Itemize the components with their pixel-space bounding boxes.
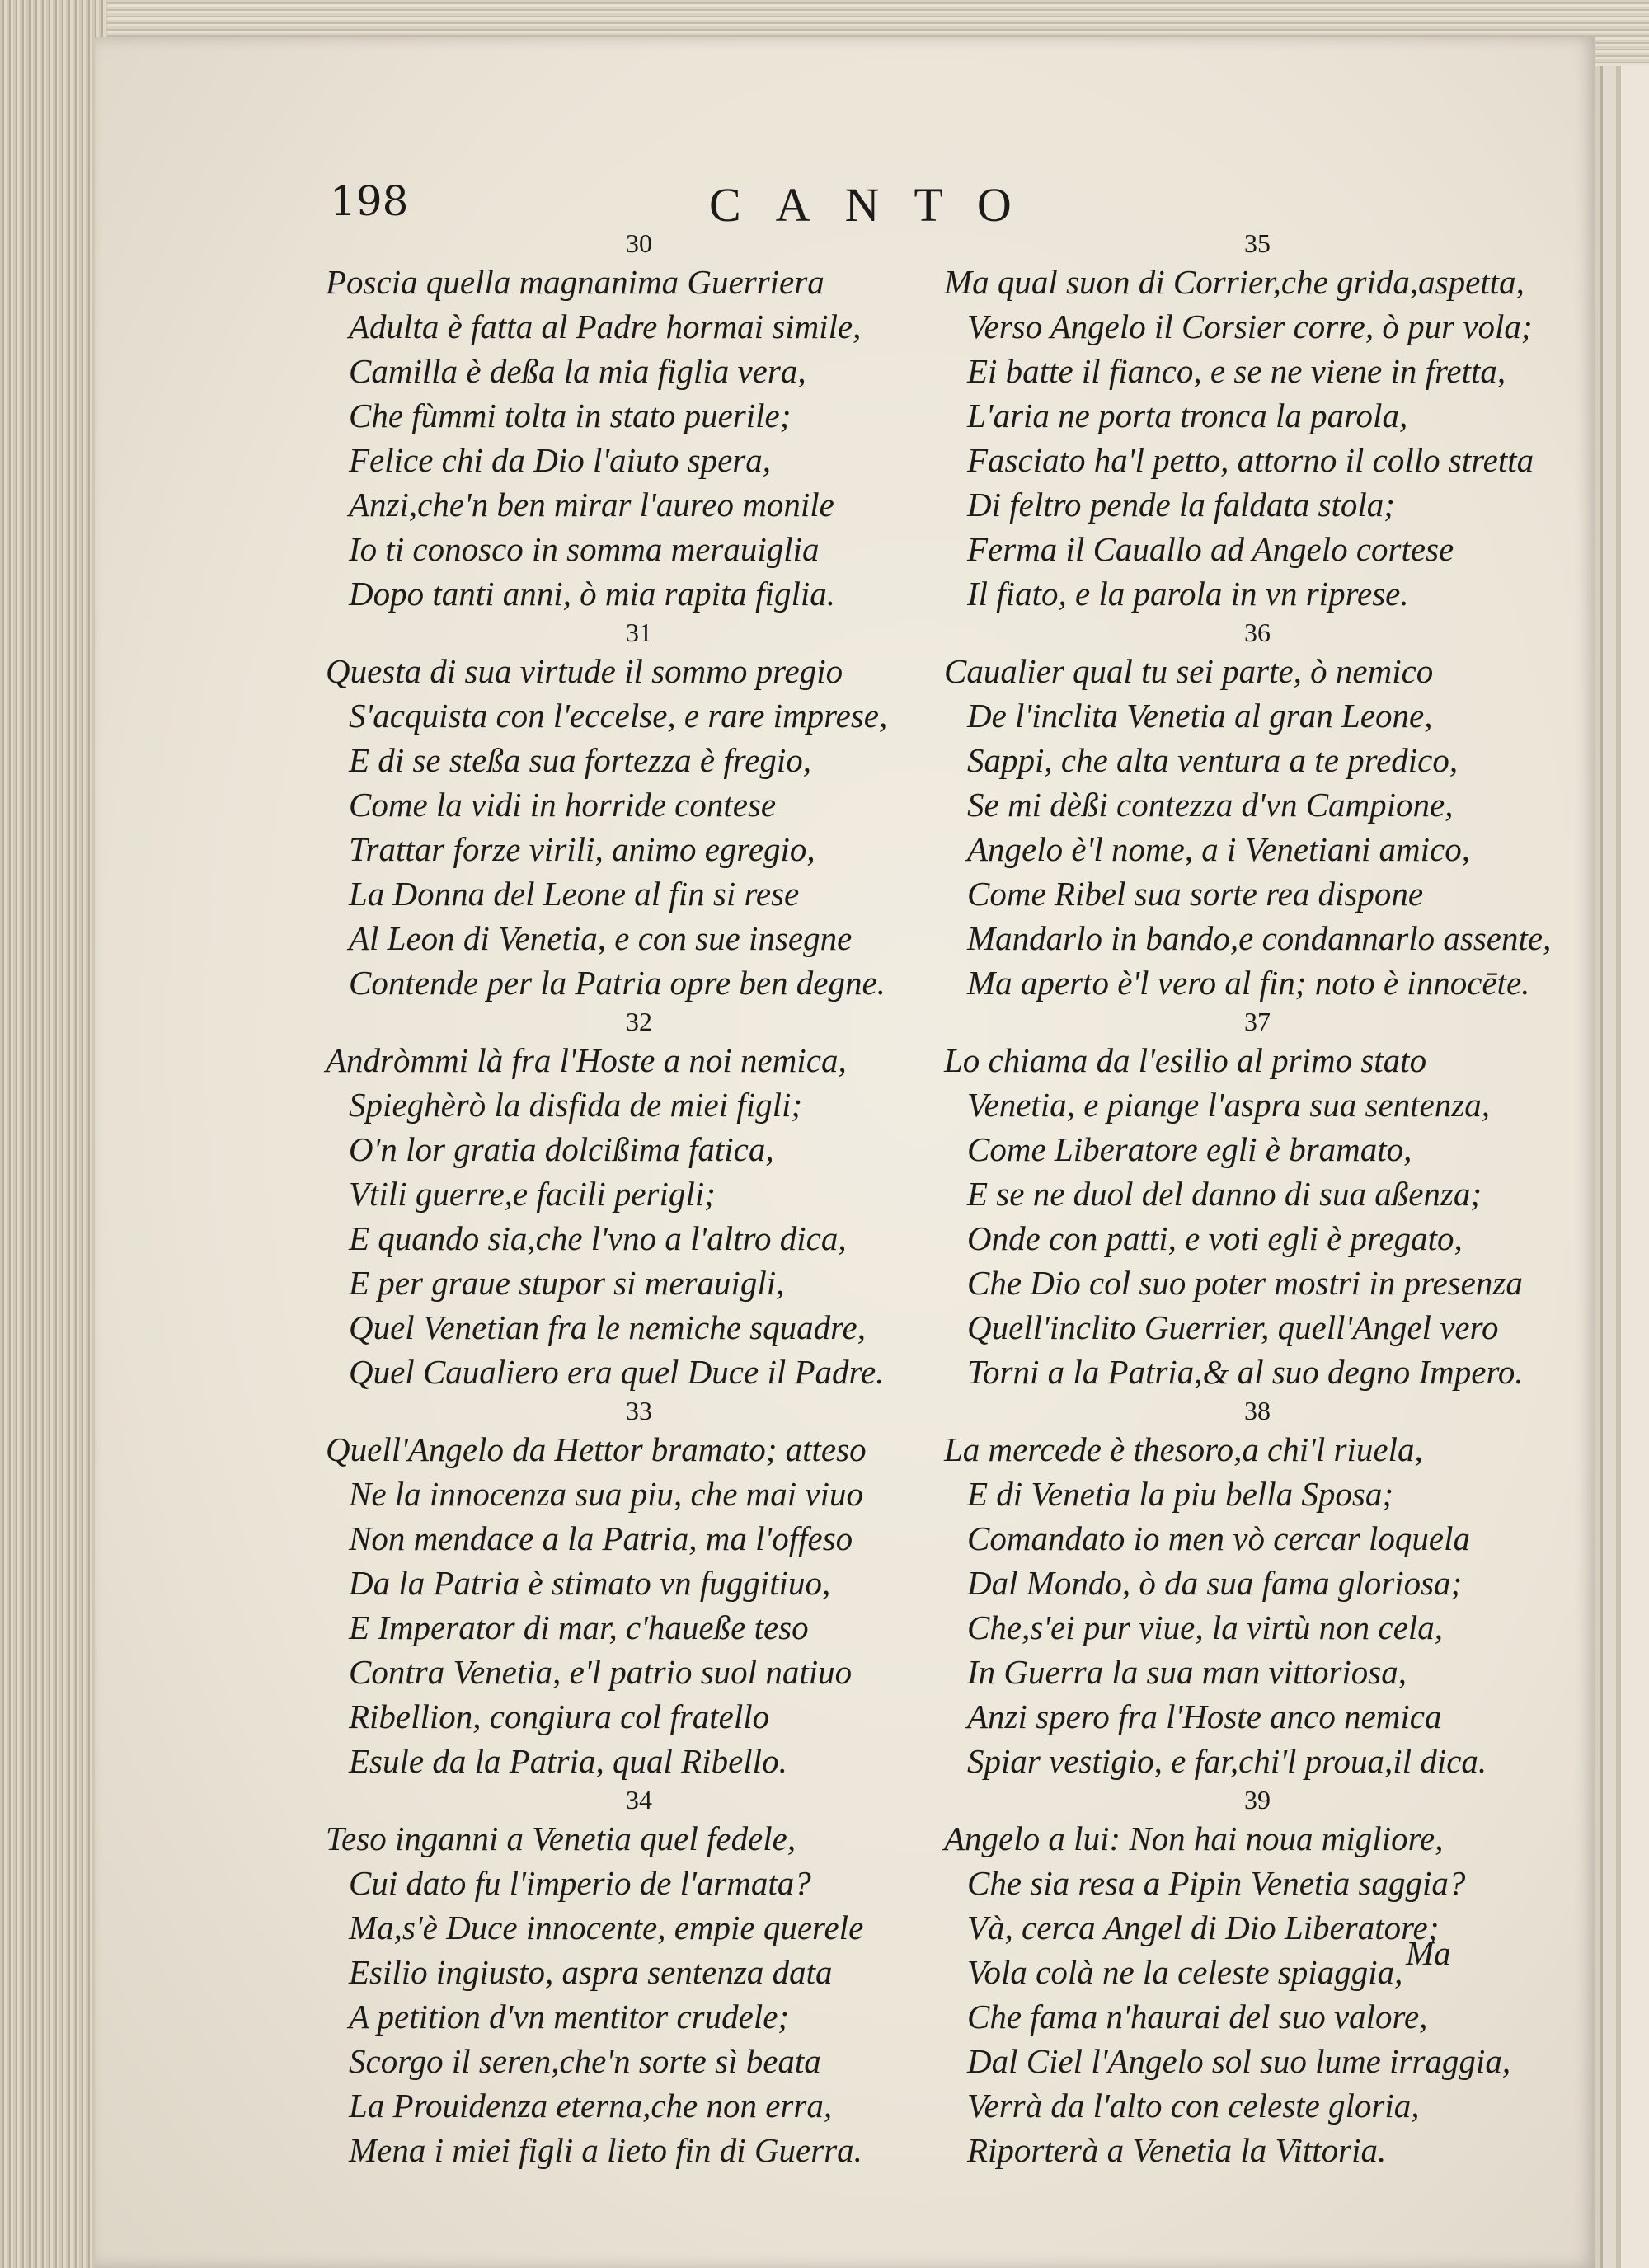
verse-line: In Guerra la sua man vittoriosa, (967, 1653, 1407, 1691)
verse-line: Scorgo il seren,che'n sorte sì beata (349, 2042, 821, 2080)
verse-line: Angelo a lui: Non hai noua migliore, (944, 1820, 1444, 1857)
verse-line: E di se steßa sua fortezza è fregio, (349, 741, 812, 779)
verse-line: Il fiato, e la parola in vn riprese. (967, 575, 1409, 613)
stanza-number: 37 (1244, 1007, 1271, 1036)
verse-line: Al Leon di Venetia, e con sue insegne (349, 919, 853, 957)
verse-line: Anzi,che'n ben mirar l'aureo monile (349, 486, 834, 524)
verse-line: Vtili guerre,e facili perigli; (349, 1175, 716, 1213)
stanza-number: 33 (626, 1396, 652, 1425)
stanza-number: 39 (1244, 1785, 1271, 1815)
verse-line: Ne la innocenza sua piu, che mai viuo (349, 1475, 864, 1513)
stanza-number: 34 (626, 1785, 652, 1815)
verse-line: Ma aperto è'l vero al fin; noto è innocēte. (967, 964, 1530, 1002)
verse-line: Fasciato ha'l petto, attorno il collo stretta (967, 441, 1534, 479)
stanza-number: 36 (1244, 617, 1271, 647)
verse-line: S'acquista con l'eccelse, e rare imprese, (349, 697, 888, 735)
verse-line: De l'inclita Venetia al gran Leone, (967, 697, 1433, 735)
stanza-number: 32 (626, 1007, 652, 1036)
verse-line: Felice chi da Dio l'aiuto spera, (349, 441, 772, 479)
left-text-column (326, 227, 952, 2172)
verse-line: Da la Patria è stimato vn fuggitiuo, (349, 1564, 831, 1602)
verse-line: Che fama n'haurai del suo valore, (967, 1998, 1428, 2036)
stanza (944, 616, 1571, 1005)
verse-line: Io ti conosco in somma merauiglia (349, 530, 820, 568)
verse-line: Quell'Angelo da Hettor bramato; atteso (326, 1430, 867, 1468)
verse-line: Ma qual suon di Corrier,che grida,aspetta, (944, 263, 1525, 301)
page-folio-number: 198 (330, 177, 409, 225)
verse-line: O'n lor gratia dolcißima fatica, (349, 1130, 774, 1168)
stanza (326, 1394, 952, 1783)
verse-line: Che sia resa a Pipin Venetia saggia? (967, 1864, 1466, 1902)
verse-line: Angelo è'l nome, a i Venetiani amico, (967, 830, 1470, 868)
verse-line: Che fùmmi tolta in stato puerile; (349, 397, 792, 434)
verse-line: L'aria ne porta tronca la parola, (967, 397, 1408, 434)
verse-line: Dopo tanti anni, ò mia rapita figlia. (349, 575, 835, 613)
verse-line: Dal Ciel l'Angelo sol suo lume irraggia, (967, 2042, 1511, 2080)
verse-line: Ma,s'è Duce innocente, empie querele (349, 1909, 864, 1946)
verse-line: Verso Angelo il Corsier corre, ò pur vola; (967, 308, 1533, 345)
verse-line: Quel Caualiero era quel Duce il Padre. (349, 1353, 885, 1391)
verse-line: Verrà da l'alto con celeste gloria, (967, 2087, 1420, 2125)
stanza (326, 1005, 952, 1394)
verse-line: Ei batte il fianco, e se ne viene in fretta, (967, 352, 1506, 390)
verse-line: Esule da la Patria, qual Ribello. (349, 1742, 787, 1780)
stanza-number: 31 (626, 617, 652, 647)
verse-line: E Imperator di mar, c'haueße teso (349, 1608, 809, 1646)
stanza-number: 38 (1244, 1396, 1271, 1425)
stanza (326, 227, 952, 616)
verse-line: Mandarlo in bando,e condannarlo assente, (967, 919, 1552, 957)
verse-line: E di Venetia la piu bella Sposa; (967, 1475, 1393, 1513)
verse-line: Comandato io men vò cercar loquela (967, 1519, 1470, 1557)
verse-line: Vola colà ne la celeste spiaggia, (967, 1953, 1403, 1991)
verse-line: Dal Mondo, ò da sua fama gloriosa; (967, 1564, 1463, 1602)
verse-line: Esilio ingiusto, aspra sentenza data (349, 1953, 833, 1991)
verse-line: Venetia, e piange l'aspra sua sentenza, (967, 1086, 1490, 1124)
stanza-number: 35 (1244, 228, 1271, 258)
verse-line: La mercede è thesoro,a chi'l riuela, (944, 1430, 1423, 1468)
verse-line: Sappi, che alta ventura a te predico, (967, 741, 1459, 779)
verse-line: Trattar forze virili, animo egregio, (349, 830, 815, 868)
verse-line: Và, cerca Angel di Dio Liberatore; (967, 1909, 1440, 1946)
verse-line: Torni a la Patria,& al suo degno Impero. (967, 1353, 1524, 1391)
verse-line: Se mi dèßi contezza d'vn Campione, (967, 786, 1454, 824)
verse-line: Spiar vestigio, e far,chi'l proua,il dica. (967, 1742, 1487, 1780)
stanza-number: 30 (626, 228, 652, 258)
stanza (944, 1783, 1571, 2172)
verse-line: La Prouidenza eterna,che non erra, (349, 2087, 833, 2125)
right-text-column (944, 227, 1571, 2172)
verse-line: Riporterà a Venetia la Vittoria. (967, 2131, 1387, 2169)
verse-line: Lo chiama da l'esilio al primo stato (944, 1041, 1427, 1079)
stanza (326, 1783, 952, 2172)
verse-line: Quell'inclito Guerrier, quell'Angel vero (967, 1308, 1499, 1346)
verse-line: Adulta è fatta al Padre hormai simile, (349, 308, 862, 345)
catchword: Ma (1406, 1934, 1451, 1972)
verse-line: Caualier qual tu sei parte, ò nemico (944, 652, 1434, 690)
verse-line: Teso inganni a Venetia quel fedele, (326, 1820, 796, 1857)
verse-line: Anzi spero fra l'Hoste anco nemica (967, 1697, 1442, 1735)
verse-line: Mena i miei figli a lieto fin di Guerra. (349, 2131, 862, 2169)
verse-line: Ribellion, congiura col fratello (349, 1697, 770, 1735)
verse-line: Di feltro pende la faldata stola; (967, 486, 1395, 524)
verse-line: E se ne duol del danno di sua aßenza; (967, 1175, 1482, 1213)
verse-line: La Donna del Leone al fin si rese (349, 875, 800, 913)
stanza (326, 616, 952, 1005)
verse-line: Come Liberatore egli è bramato, (967, 1130, 1412, 1168)
verse-line: Come la vidi in horride contese (349, 786, 777, 824)
verse-line: Che Dio col suo poter mostri in presenza (967, 1264, 1523, 1302)
verse-line: Cui dato fu l'imperio de l'armata? (349, 1864, 811, 1902)
verse-line: Camilla è deßa la mia figlia vera, (349, 352, 806, 390)
verse-line: Poscia quella magnanima Guerriera (326, 263, 824, 301)
stanza (944, 1005, 1571, 1394)
verse-line: Quel Venetian fra le nemiche squadre, (349, 1308, 866, 1346)
verse-line: A petition d'vn mentitor crudele; (349, 1998, 790, 2036)
verse-line: Spieghèrò la disfida de miei figli; (349, 1086, 803, 1124)
verse-line: Che,s'ei pur viue, la virtù non cela, (967, 1608, 1443, 1646)
verse-line: Contra Venetia, e'l patrio suol natiuo (349, 1653, 853, 1691)
page-block-left-edge (0, 0, 107, 2268)
verse-line: E per graue stupor si merauigli, (349, 1264, 785, 1302)
stanza (944, 1394, 1571, 1783)
stanza (944, 227, 1571, 616)
verse-line: Onde con patti, e voti egli è pregato, (967, 1219, 1463, 1257)
verse-line: Non mendace a la Patria, ma l'offeso (349, 1519, 853, 1557)
verse-line: Come Ribel sua sorte rea dispone (967, 875, 1424, 913)
page-block-right-edge (1591, 66, 1649, 2268)
verse-line: Questa di sua virtude il sommo pregio (326, 652, 843, 690)
verse-line: E quando sia,che l'vno a l'altro dica, (349, 1219, 847, 1257)
verse-line: Ferma il Cauallo ad Angelo cortese (967, 530, 1454, 568)
verse-line: Contende per la Patria opre ben degne. (349, 964, 886, 1002)
verse-line: Andròmmi là fra l'Hoste a noi nemica, (326, 1041, 847, 1079)
running-title: CANTO (709, 178, 1046, 232)
